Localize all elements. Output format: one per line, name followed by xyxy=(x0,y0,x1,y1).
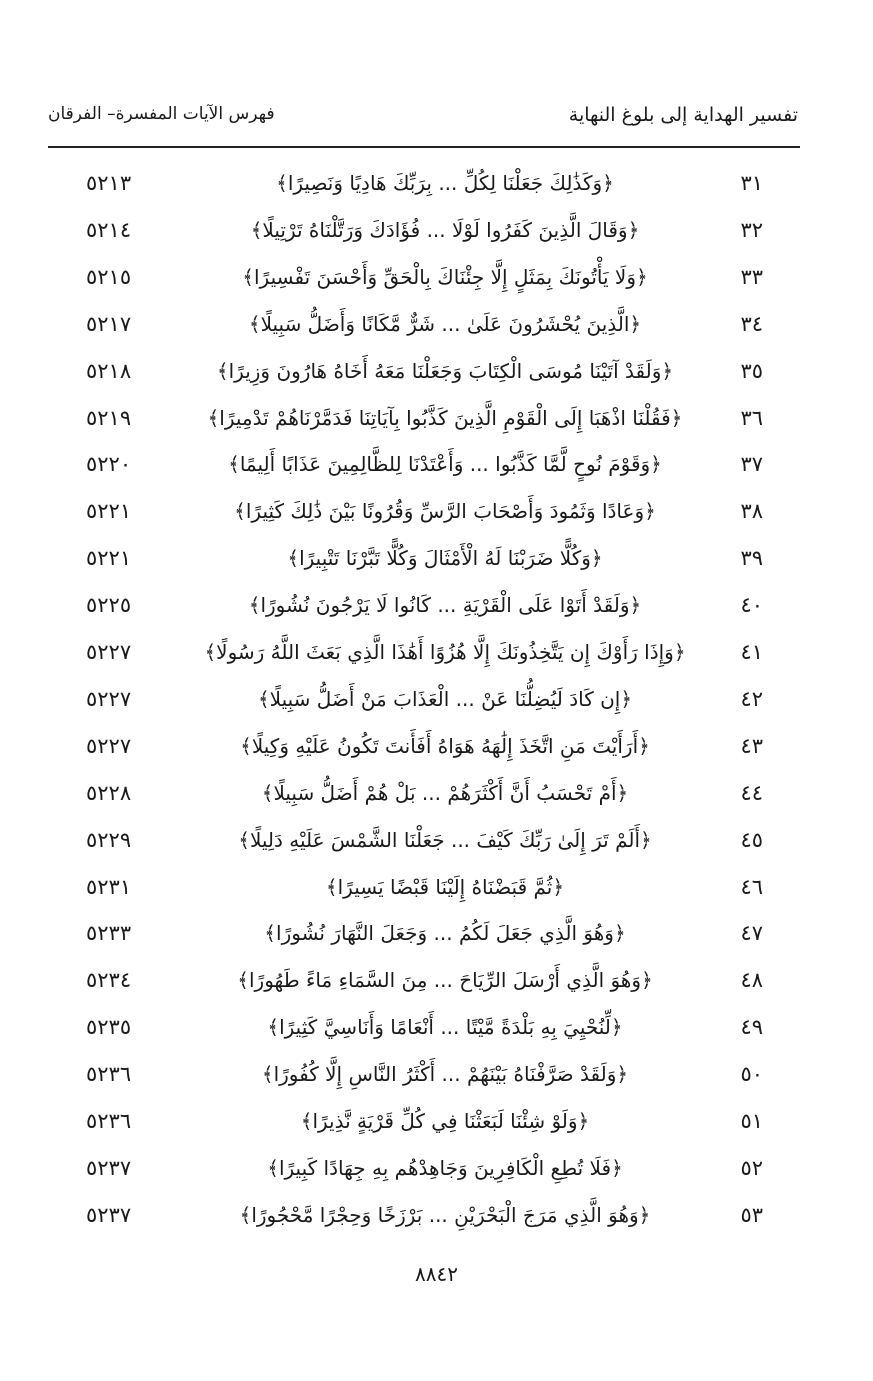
verse-text: ﴿وَإِذَا رَأَوْكَ إِن يَتَّخِذُونَكَ إِلَّا هُزُوًا أَهَٰذَا الَّذِي بَعَثَ اللَّهُ رَسُولًا﴾ xyxy=(204,640,686,664)
verse-number: ٣٦ xyxy=(740,405,763,430)
index-row xyxy=(0,1051,873,1097)
index-row xyxy=(0,723,873,769)
verse-number: ٤٧ xyxy=(740,921,763,946)
verse-number: ٣٢ xyxy=(740,217,763,242)
index-row xyxy=(0,1004,873,1050)
index-row xyxy=(0,301,873,347)
verse-number: ٣٩ xyxy=(740,546,763,571)
verse-text: ﴿وَهُوَ الَّذِي جَعَلَ لَكُمُ ... وَجَعَلَ النَّهَارَ نُشُورًا﴾ xyxy=(264,921,626,946)
verse-number: ٤٠ xyxy=(740,593,763,618)
index-row xyxy=(0,1192,873,1238)
verse-text: ﴿وَقَوْمَ نُوحٍ لَّمَّا كَذَّبُوا ... وَأَعْتَدْنَا لِلظَّالِمِينَ عَذَابًا أَلِيمًا﴾ xyxy=(228,452,662,477)
verse-number: ٤٢ xyxy=(740,686,763,711)
verse-text: ﴿وَلَقَدْ أَتَوْا عَلَى الْقَرْيَةِ ... كَانُوا لَا يَرْجُونَ نُشُورًا﴾ xyxy=(248,593,642,618)
verse-number: ٤٤ xyxy=(740,780,763,805)
index-row xyxy=(0,817,873,863)
header-rule xyxy=(48,146,800,148)
index-row xyxy=(0,676,873,722)
index-row xyxy=(0,441,873,487)
page-reference: ٥٢٢١ xyxy=(86,499,132,524)
page-reference: ٥٢٢٧ xyxy=(86,733,132,758)
page-reference: ٥٢٢٧ xyxy=(86,640,132,664)
index-row xyxy=(0,957,873,1003)
page-reference: ٥٢٣٧ xyxy=(86,1202,132,1227)
index-row xyxy=(0,535,873,581)
page-reference: ٥٢٣٦ xyxy=(86,1062,132,1087)
verse-number: ٤٥ xyxy=(740,827,763,852)
verse-text: ﴿وَلَا يَأْتُونَكَ بِمَثَلٍ إِلَّا جِئْنَاكَ بِالْحَقِّ وَأَحْسَنَ تَفْسِيرًا﴾ xyxy=(242,264,648,289)
verse-number: ٥٣ xyxy=(740,1202,763,1227)
page-number: ٨٨٤٢ xyxy=(415,1262,458,1286)
page-reference: ٥٢٢٩ xyxy=(86,827,132,852)
page-reference: ٥٢٣٤ xyxy=(86,968,132,993)
verse-text: ﴿فَلَا تُطِعِ الْكَافِرِينَ وَجَاهِدْهُم بِهِ جِهَادًا كَبِيرًا﴾ xyxy=(267,1155,623,1180)
verse-text: ﴿وَهُوَ الَّذِي مَرَجَ الْبَحْرَيْنِ ... بَرْزَخًا وَحِجْرًا مَّحْجُورًا﴾ xyxy=(239,1202,651,1227)
verse-number: ٣٨ xyxy=(740,499,763,524)
page-reference: ٥٢٢١ xyxy=(86,546,132,571)
index-row xyxy=(0,910,873,956)
index-row xyxy=(0,207,873,253)
index-row xyxy=(0,348,873,394)
page-reference: ٥٢٢٥ xyxy=(86,593,132,618)
index-row xyxy=(0,160,873,206)
page-reference: ٥٢٣٧ xyxy=(86,1155,132,1180)
page-reference: ٥٢٣١ xyxy=(86,874,132,899)
verse-number: ٤٨ xyxy=(740,968,763,993)
verse-number: ٣٧ xyxy=(740,452,763,477)
verse-text: ﴿ثُمَّ قَبَضْنَاهُ إِلَيْنَا قَبْضًا يَسِيرًا﴾ xyxy=(325,874,565,899)
verse-text: ﴿وَعَادًا وَثَمُودَ وَأَصْحَابَ الرَّسِّ وَقُرُونًا بَيْنَ ذَٰلِكَ كَثِيرًا﴾ xyxy=(234,499,656,524)
page-reference: ٥٢١٥ xyxy=(86,264,132,289)
verse-text: ﴿أَرَأَيْتَ مَنِ اتَّخَذَ إِلَٰهَهُ هَوَاهُ أَفَأَنتَ تَكُونُ عَلَيْهِ وَكِيلًا﴾ xyxy=(240,733,650,758)
book-title: تفسير الهداية إلى بلوغ النهاية xyxy=(568,104,798,126)
index-row xyxy=(0,254,873,300)
page-reference: ٥٢٢٨ xyxy=(86,780,132,805)
verse-text: ﴿وَلَقَدْ صَرَّفْنَاهُ بَيْنَهُمْ ... أَكْثَرُ النَّاسِ إِلَّا كُفُورًا﴾ xyxy=(261,1062,629,1087)
index-row xyxy=(0,1098,873,1144)
verse-text: ﴿وَهُوَ الَّذِي أَرْسَلَ الرِّيَاحَ ... مِنَ السَّمَاءِ مَاءً طَهُورًا﴾ xyxy=(237,968,653,993)
page-reference: ٥٢١٧ xyxy=(86,311,132,336)
page-reference: ٥٢١٤ xyxy=(86,217,132,242)
verse-text: ﴿وَقَالَ الَّذِينَ كَفَرُوا لَوْلَا ... فُؤَادَكَ وَرَتَّلْنَاهُ تَرْتِيلًا﴾ xyxy=(250,217,640,242)
page-reference: ٥٢١٨ xyxy=(86,358,132,383)
index-row xyxy=(0,488,873,534)
verse-number: ٥٢ xyxy=(740,1155,763,1180)
verse-number: ٤١ xyxy=(740,640,763,664)
verse-text: ﴿أَلَمْ تَرَ إِلَىٰ رَبِّكَ كَيْفَ ... جَعَلْنَا الشَّمْسَ عَلَيْهِ دَلِيلًا﴾ xyxy=(238,827,652,852)
page-reference: ٥٢١٣ xyxy=(86,171,132,195)
verse-text: ﴿وَلَقَدْ آتَيْنَا مُوسَى الْكِتَابَ وَجَعَلْنَا مَعَهُ أَخَاهُ هَارُونَ وَزِيرًا﴾ xyxy=(216,358,674,383)
verse-text: ﴿وَلَوْ شِئْنَا لَبَعَثْنَا فِي كُلِّ قَرْيَةٍ نَّذِيرًا﴾ xyxy=(300,1109,590,1133)
page-reference: ٥٢٢٧ xyxy=(86,686,132,711)
verse-number: ٥١ xyxy=(740,1109,763,1133)
verse-number: ٣٤ xyxy=(740,311,763,336)
verse-number: ٣١ xyxy=(740,171,763,195)
index-row xyxy=(0,629,873,675)
verse-number: ٤٩ xyxy=(740,1015,763,1040)
verse-text: ﴿لِّنُحْيِيَ بِهِ بَلْدَةً مَّيْتًا ... أَنْعَامًا وَأَنَاسِيَّ كَثِيرًا﴾ xyxy=(267,1015,623,1040)
index-row xyxy=(0,770,873,816)
verse-text: ﴿وَكَذَٰلِكَ جَعَلْنَا لِكُلِّ ... بِرَبِّكَ هَادِيًا وَنَصِيرًا﴾ xyxy=(276,171,614,195)
verse-number: ٣٣ xyxy=(740,264,763,289)
verse-number: ٣٥ xyxy=(740,358,763,383)
page-reference: ٥٢٣٣ xyxy=(86,921,132,946)
index-row xyxy=(0,864,873,910)
section-title: فهرس الآيات المفسرة– الفرقان xyxy=(48,104,275,124)
page-reference: ٥٢٢٠ xyxy=(86,452,132,477)
verse-text: ﴿إِن كَادَ لَيُضِلُّنَا عَنْ ... الْعَذَابَ مَنْ أَضَلُّ سَبِيلًا﴾ xyxy=(257,686,633,711)
verse-text: ﴿فَقُلْنَا اذْهَبَا إِلَى الْقَوْمِ الَّذِينَ كَذَّبُوا بِآيَاتِنَا فَدَمَّرْنَاهُمْ تَدْمِيرًا﴾ xyxy=(207,405,683,430)
index-row xyxy=(0,582,873,628)
page-reference: ٥٢٣٥ xyxy=(86,1015,132,1040)
verse-text: ﴿أَمْ تَحْسَبُ أَنَّ أَكْثَرَهُمْ ... بَلْ هُمْ أَضَلُّ سَبِيلًا﴾ xyxy=(261,780,629,805)
page-reference: ٥٢١٩ xyxy=(86,405,132,430)
running-header xyxy=(48,104,798,144)
index-row xyxy=(0,395,873,441)
verse-number: ٤٣ xyxy=(740,733,763,758)
verse-number: ٤٦ xyxy=(740,874,763,899)
index-row xyxy=(0,1145,873,1191)
verse-text: ﴿وَكُلًّا ضَرَبْنَا لَهُ الْأَمْثَالَ وَكُلًّا تَبَّرْنَا تَتْبِيرًا﴾ xyxy=(287,546,603,571)
verse-text: ﴿الَّذِينَ يُحْشَرُونَ عَلَىٰ ... شَرٌّ مَّكَانًا وَأَضَلُّ سَبِيلًا﴾ xyxy=(248,311,642,336)
page-reference: ٥٢٣٦ xyxy=(86,1109,132,1133)
verse-number: ٥٠ xyxy=(740,1062,763,1087)
